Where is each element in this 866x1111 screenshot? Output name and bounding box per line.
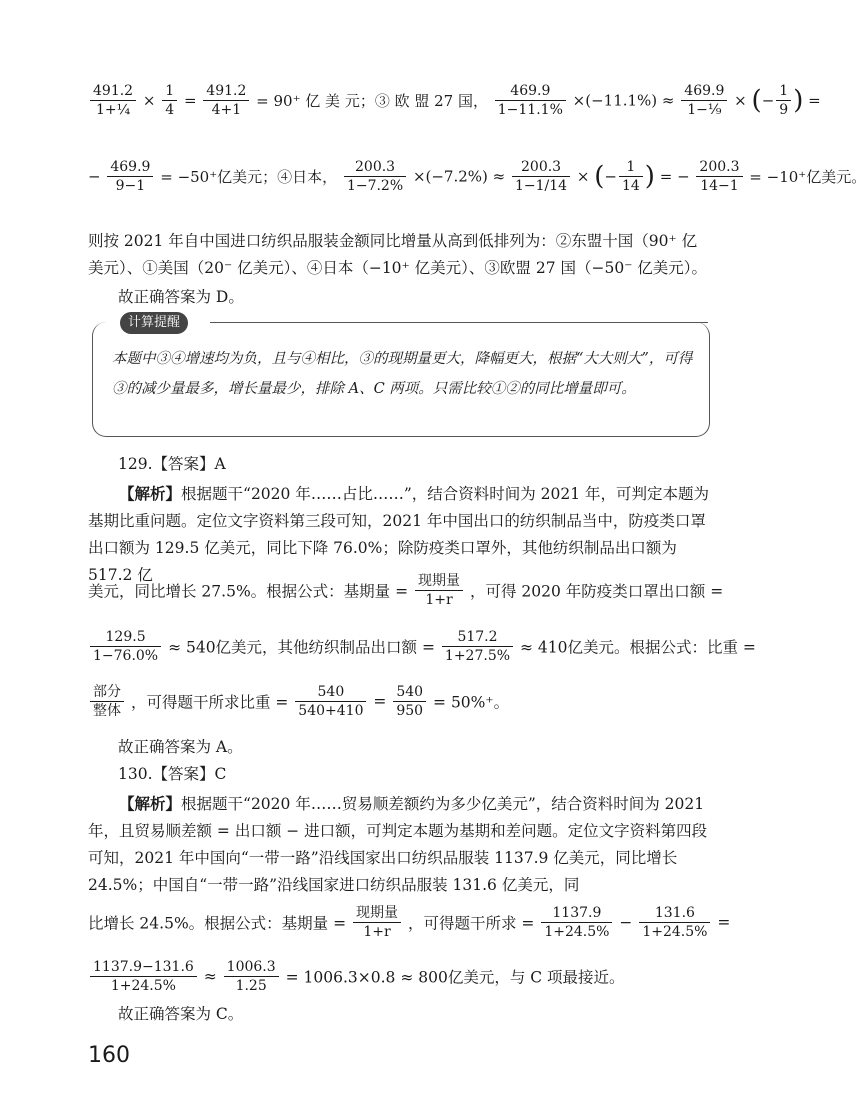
paren-close: ) [793, 85, 804, 116]
q129-formula-3 [88, 683, 509, 720]
numerator: 491.2 [90, 82, 136, 101]
denominator: 1+¼ [95, 102, 131, 118]
fraction [224, 958, 279, 995]
fraction [162, 82, 177, 119]
fraction [442, 628, 513, 665]
denominator: 1+r [363, 924, 391, 940]
denominator: 950 [396, 703, 424, 719]
math-text: = −10⁺亿美元。 [749, 168, 866, 186]
fraction [344, 158, 406, 195]
fraction [512, 158, 570, 195]
jiexi-label: 【解析】 [119, 794, 182, 813]
math-text: = 50%⁺。 [433, 693, 510, 712]
denominator: 1+r [425, 592, 453, 608]
denominator: 540+410 [298, 703, 364, 719]
numerator: 517.2 [442, 628, 513, 647]
fraction [541, 904, 612, 941]
fraction [495, 82, 566, 119]
fraction [619, 158, 643, 195]
answer-a: 故正确答案为 A。 [118, 738, 243, 756]
fraction [415, 572, 463, 609]
tip-text: 本题中③④增速均为负，且与④相比，③的现期量更大，降幅更大，根据“大大则大”，可得③的减少量最多，增长量最少，排除 A、C 两项。只需比较①②的同比增量即可。 [112, 351, 693, 397]
math-text: ×(−7.2%) ≈ [412, 167, 506, 186]
math-text: 美元，同比增长 27.5%。根据公式：基期量 = [88, 582, 409, 601]
numerator: 200.3 [512, 158, 570, 177]
fraction [776, 82, 791, 119]
denominator: 1−1/14 [515, 178, 568, 194]
operator: = [808, 91, 821, 110]
operator: ≈ [203, 967, 217, 986]
fraction [393, 683, 426, 720]
operator: × [734, 91, 747, 110]
q130-formula-1 [88, 904, 730, 941]
denominator: 4+1 [211, 102, 242, 118]
denominator: 1−11.1% [497, 102, 563, 118]
math-text: = −50⁺亿美元；④日本， [160, 168, 338, 186]
denominator: 整体 [93, 703, 121, 719]
operator: = [373, 692, 387, 711]
fraction [203, 82, 249, 119]
fraction [90, 958, 197, 995]
numerator: 540 [295, 683, 366, 702]
math-text: ≈ 410亿美元。根据公式：比重 = [519, 638, 756, 657]
math-text: ×(−11.1%) ≈ [572, 91, 675, 110]
numerator: 540 [393, 683, 426, 702]
denominator: 1−76.0% [93, 648, 159, 664]
denominator: 14 [621, 178, 640, 194]
denominator: 1+27.5% [444, 648, 511, 664]
numerator: 部分 [90, 683, 124, 702]
fraction [107, 158, 153, 195]
numerator: 131.6 [639, 904, 710, 923]
numerator: 现期量 [353, 904, 401, 923]
q130-answer: 130.【答案】C [118, 765, 227, 783]
denominator: 1−⅑ [687, 102, 722, 118]
q130-analysis [88, 790, 712, 899]
numerator: 491.2 [203, 82, 249, 101]
numerator: 1 [619, 158, 643, 177]
paren-open: ( [751, 85, 762, 116]
math-text: ，可得题干所求 = [407, 914, 535, 933]
fraction [681, 82, 727, 119]
numerator: 469.9 [495, 82, 566, 101]
numerator: 469.9 [107, 158, 153, 177]
fraction [295, 683, 366, 720]
numerator: 200.3 [696, 158, 742, 177]
math-row-2 [88, 158, 866, 195]
math-row-1 [88, 82, 821, 119]
math-text: ≈ 540亿美元，其他纺织制品出口额 = [168, 638, 435, 657]
numerator: 1006.3 [224, 958, 279, 977]
tip-badge: 计算提醒 [120, 312, 188, 334]
paren-close: ) [644, 161, 655, 192]
math-text: ，可得题干所求比重 = [130, 693, 289, 712]
denominator: 1.25 [235, 978, 267, 994]
operator: = [717, 913, 731, 932]
minus: − [604, 167, 617, 186]
denominator: 1−7.2% [346, 178, 404, 194]
minus: − [761, 91, 775, 110]
numerator: 1 [776, 82, 791, 101]
operator: = − [659, 167, 690, 186]
q129-answer: 129.【答案】A [118, 455, 226, 473]
q130-formula-2 [88, 958, 625, 995]
operator: − [88, 167, 101, 186]
answer-c: 故正确答案为 C。 [118, 1005, 244, 1023]
numerator: 1 [162, 82, 177, 101]
tip-box-border [210, 322, 708, 323]
q129-formula-1 [88, 572, 723, 609]
jiexi-label: 【解析】 [119, 484, 182, 503]
numerator: 469.9 [681, 82, 727, 101]
denominator: 4 [165, 102, 175, 118]
fraction [90, 683, 124, 720]
denominator: 1+24.5% [544, 924, 610, 940]
fraction [90, 82, 136, 119]
math-text: = 1006.3×0.8 ≈ 800亿美元，与 C 项最接近。 [285, 968, 625, 987]
numerator: 200.3 [344, 158, 406, 177]
denominator: 1+24.5% [642, 924, 708, 940]
operator: × [142, 91, 156, 110]
denominator: 14−1 [700, 178, 739, 194]
paren-open: ( [594, 161, 605, 192]
fraction [90, 628, 161, 665]
answer-d: 故正确答案为 D。 [118, 288, 244, 306]
q129-text: 根据题干“2020 年……占比……”，结合资料时间为 2021 年，可判定本题为基期比重问题。定位文字资料第三段可知，2021 年中国出口的纺织制品当中，防疫类口罩出口额为 129.5 亿美元，同比下降 76.0%；除防疫类口罩外，其他纺织制品出口额为 517.2 亿 [88, 485, 710, 584]
numerator: 现期量 [415, 572, 463, 591]
fraction [696, 158, 742, 195]
fraction [639, 904, 710, 941]
page-number: 160 [88, 1043, 130, 1068]
operator: = [183, 91, 197, 110]
numerator: 129.5 [90, 628, 161, 647]
numerator: 1137.9 [541, 904, 612, 923]
paragraph-ranking: 则按 2021 年自中国进口纺织品服装金额同比增量从高到低排列为：②东盟十国（90⁺ 亿美元）、①美国（20⁻ 亿美元）、④日本（−10⁺ 亿美元）、③欧盟 27 国（−50⁻ 亿美元）。 [88, 232, 708, 277]
q130-text: 根据题干“2020 年……贸易顺差额约为多少亿美元”，结合资料时间为 2021 年，且贸易顺差额 = 出口额 − 进口额，可判定本题为基期和差问题。定位文字资料第四段可知，2021 年中国向“一带一路”沿线国家出口纺织品服装 1137.9 亿美元，同比增长 24.5%；中国自“一带一路”沿线国家进口纺织品服装 131.6 亿美元，同 [88, 795, 708, 894]
denominator: 9−1 [115, 178, 146, 194]
numerator: 1137.9−131.6 [90, 958, 197, 977]
denominator: 1+24.5% [110, 978, 176, 994]
math-text: = 90⁺ 亿 美 元；③ 欧 盟 27 国， [256, 92, 488, 110]
operator: − [619, 913, 633, 932]
operator: × [576, 167, 590, 186]
math-text: ，可得 2020 年防疫类口罩出口额 = [469, 582, 724, 601]
q129-formula-2 [88, 628, 756, 665]
math-text: 比增长 24.5%。根据公式：基期量 = [88, 914, 347, 933]
fraction [353, 904, 401, 941]
denominator: 9 [779, 102, 789, 118]
